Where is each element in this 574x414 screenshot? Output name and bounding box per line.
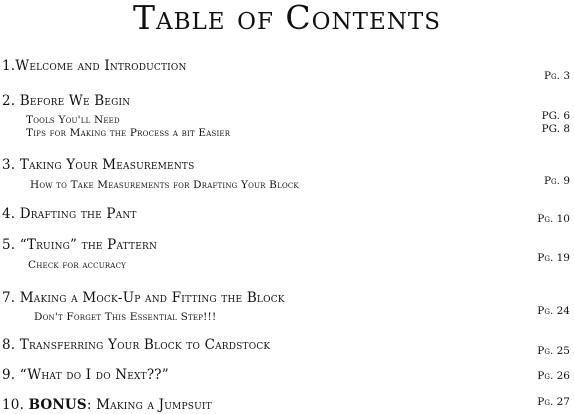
- toc-entry-transferring[interactable]: 8. Transferring Your Block to Cardstock: [2, 337, 271, 353]
- toc-entry-title: : Making a Jumpsuit: [86, 397, 212, 413]
- toc-page-number: PG. 8: [541, 123, 570, 135]
- toc-page-number: Pg. 3: [543, 70, 570, 82]
- toc-subentry-essential-step[interactable]: Don't Forget This Essential Step!!!: [34, 311, 217, 323]
- toc-page-number: Pg. 25: [537, 345, 570, 357]
- toc-subentry-check-accuracy[interactable]: Check for accuracy: [28, 259, 126, 271]
- toc-entry-measurements[interactable]: 3. Taking Your Measurements: [2, 157, 195, 173]
- toc-page-number: Pg. 26: [537, 370, 570, 382]
- toc-entry-what-next[interactable]: 9. “What do I do Next??”: [2, 367, 169, 383]
- toc-page-number: Pg. 19: [537, 252, 570, 264]
- toc-subentry-tips[interactable]: Tips for Making the Process a bit Easier: [26, 127, 231, 139]
- toc-entry-truing-pattern[interactable]: 5. “Truing” the Pattern: [2, 237, 158, 253]
- toc-entry-bonus-jumpsuit[interactable]: [2, 397, 212, 413]
- page-title: Table of Contents: [133, 0, 441, 37]
- toc-page-number: Pg. 10: [537, 213, 570, 225]
- toc-entry-mock-up[interactable]: 7. Making a Mock-Up and Fitting the Block: [2, 290, 285, 306]
- toc-subentry-how-to-measure[interactable]: How to Take Measurements for Drafting Your Block: [30, 179, 299, 191]
- toc-entry-number: 10.: [2, 397, 29, 413]
- toc-entry-drafting-pant[interactable]: 4. Drafting the Pant: [2, 206, 137, 222]
- toc-entry-welcome[interactable]: 1.Welcome and Introduction: [2, 58, 187, 74]
- toc-subentry-tools[interactable]: Tools You'll Need: [26, 114, 120, 126]
- toc-page-number: Pg. 27: [537, 396, 570, 408]
- toc-page-number: PG. 6: [541, 110, 570, 122]
- toc-entry-before-we-begin[interactable]: 2. Before We Begin: [2, 93, 131, 109]
- bonus-label: BONUS: [28, 397, 87, 413]
- toc-page-number: Pg. 24: [537, 305, 570, 317]
- toc-page-number: Pg. 9: [543, 175, 570, 187]
